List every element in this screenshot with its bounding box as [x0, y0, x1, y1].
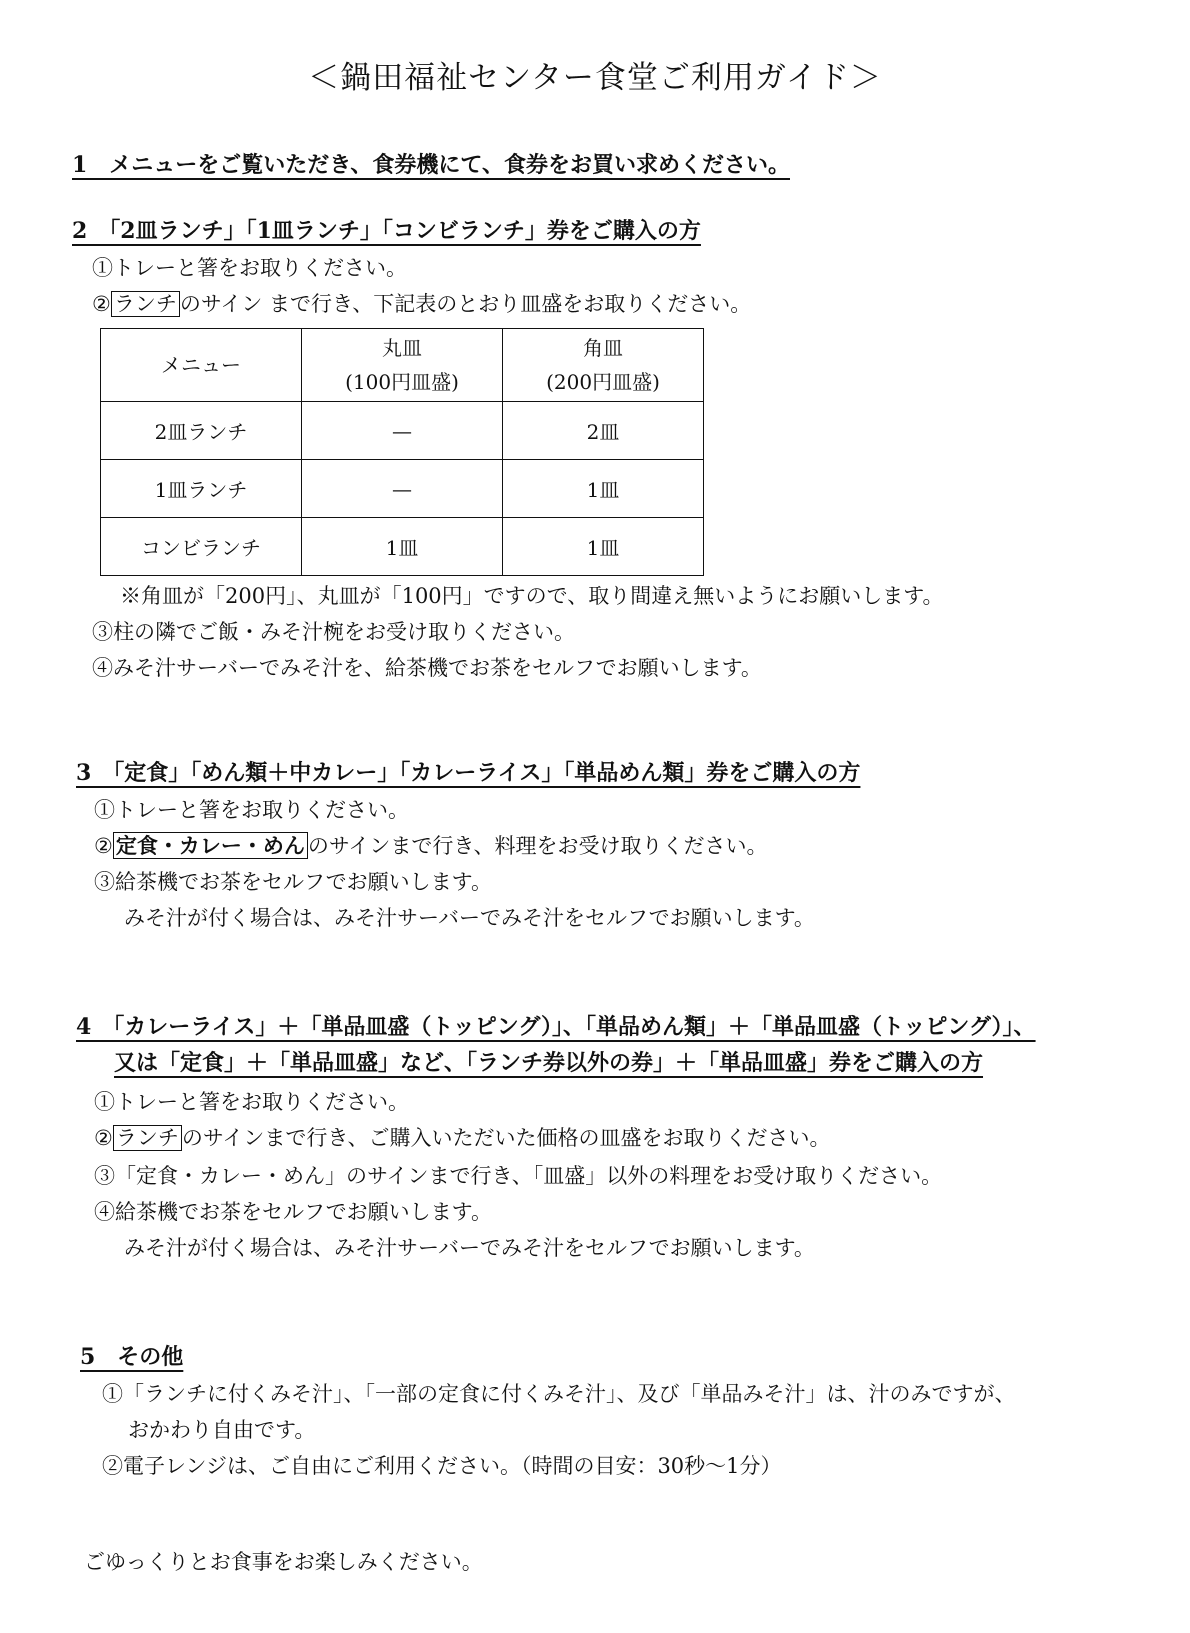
table-header-square-plate — [503, 329, 704, 402]
item-text: のサインまで行き、料理をお受け取りください。 — [307, 834, 768, 858]
plate-table — [100, 328, 704, 576]
table-cell: — — [302, 402, 503, 460]
section-2-item-3: ③柱の隣でご飯・みそ汁椀をお受け取りください。 — [92, 620, 575, 644]
table-cell: 2皿ランチ — [101, 402, 302, 460]
table-cell: コンビランチ — [101, 518, 302, 576]
square-plate-label: 角皿 — [583, 336, 623, 360]
round-plate-price: (100円皿盛) — [345, 370, 459, 394]
section-3-item-1: ①トレーと箸をお取りください。 — [94, 798, 409, 822]
item-number: ② — [94, 834, 113, 858]
square-plate-price: (200円皿盛) — [546, 370, 660, 394]
table-row — [101, 518, 704, 576]
table-row — [101, 402, 704, 460]
item-number: ② — [92, 292, 111, 316]
table-row — [101, 460, 704, 518]
section-2-item-1: ①トレーと箸をお取りください。 — [92, 256, 407, 280]
section-2-item-4: ④みそ汁サーバーでみそ汁を、給茶機でお茶をセルフでお願いします。 — [92, 656, 762, 680]
section-5-heading: 5 その他 — [80, 1344, 184, 1370]
section-4-item-4-continued: みそ汁が付く場合は、みそ汁サーバーでみそ汁をセルフでお願いします。 — [124, 1236, 815, 1260]
set-curry-noodle-sign-label: 定食・カレー・めん — [113, 832, 308, 859]
section-2-heading: 2 「2皿ランチ」「1皿ランチ」「コンビランチ」券をご購入の方 — [72, 218, 701, 244]
item-text: のサイン まで行き、下記表のとおり皿盛をお取りください。 — [179, 292, 752, 316]
table-cell: 1皿 — [503, 460, 704, 518]
section-4-item-2 — [94, 1122, 831, 1152]
table-cell: — — [302, 460, 503, 518]
table-cell: 2皿 — [503, 402, 704, 460]
section-3-item-3: ③給茶機でお茶をセルフでお願いします。 — [94, 870, 492, 894]
section-5-item-2: ②電子レンジは、ご自由にご利用ください。（時間の目安：30秒～1分） — [102, 1454, 782, 1478]
section-4-item-3: ③「定食・カレー・めん」のサインまで行き、「皿盛」以外の料理をお受け取りください。 — [94, 1164, 943, 1188]
section-3-item-3-continued: みそ汁が付く場合は、みそ汁サーバーでみそ汁をセルフでお願いします。 — [124, 906, 815, 930]
table-cell: 1皿 — [503, 518, 704, 576]
item-number: ② — [94, 1126, 113, 1150]
section-1-heading: 1 メニューをご覧いただき、食券機にて、食券をお買い求めください。 — [72, 152, 790, 178]
page-title: ＜鍋田福祉センター食堂ご利用ガイド＞ — [308, 60, 882, 96]
item-text: のサインまで行き、ご購入いただいた価格の皿盛をお取りください。 — [181, 1126, 831, 1150]
section-2-note: ※角皿が「200円」、丸皿が「100円」ですので、取り間違え無いようにお願いします。 — [120, 584, 944, 608]
table-cell: 1皿 — [302, 518, 503, 576]
section-3-item-2 — [94, 830, 768, 860]
lunch-sign-label: ランチ — [113, 1125, 182, 1151]
table-header-round-plate — [302, 329, 503, 402]
section-4-item-4: ④給茶機でお茶をセルフでお願いします。 — [94, 1200, 492, 1224]
table-header-menu: メニュー — [101, 329, 302, 402]
section-3-heading: 3 「定食」「めん類＋中カレー」「カレーライス」「単品めん類」券をご購入の方 — [76, 760, 861, 786]
table-header-row — [101, 329, 704, 402]
section-4-item-1: ①トレーと箸をお取りください。 — [94, 1090, 409, 1114]
section-5-item-1-continued: おかわり自由です。 — [128, 1418, 316, 1442]
table-cell: 1皿ランチ — [101, 460, 302, 518]
closing-message: ごゆっくりとお食事をお楽しみください。 — [84, 1550, 483, 1574]
section-4-heading-line-1: 4 「カレーライス」＋「単品皿盛（トッピング）」、「単品めん類」＋「単品皿盛（トッピング）」、 — [76, 1014, 1036, 1040]
section-4-heading-line-2: 又は「定食」＋「単品皿盛」など、「ランチ券以外の券」＋「単品皿盛」券をご購入の方 — [114, 1050, 984, 1076]
round-plate-label: 丸皿 — [382, 336, 422, 360]
section-2-item-2 — [92, 288, 751, 318]
lunch-sign-label: ランチ — [111, 291, 180, 317]
section-5-item-1: ①「ランチに付くみそ汁」、「一部の定食に付くみそ汁」、及び「単品みそ汁」は、汁のみですが、 — [102, 1382, 1016, 1406]
